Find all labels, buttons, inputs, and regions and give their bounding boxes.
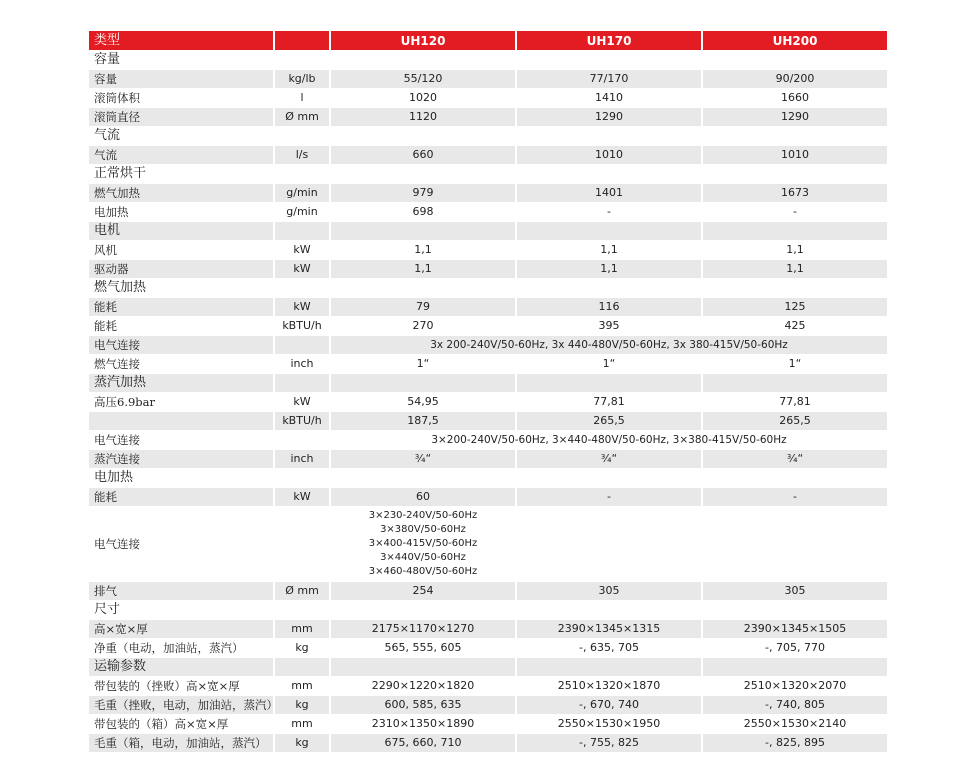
value-line: 3×440V/50-60Hz (380, 552, 466, 563)
row-label: 滚筒直径 (88, 108, 274, 127)
value-cell: 565, 555, 605 (330, 639, 516, 658)
section-label: 正常烘干 (88, 165, 274, 184)
unit-cell: inch (274, 355, 330, 374)
value-cell: 116 (516, 298, 702, 317)
row-label: 燃气连接 (88, 355, 274, 374)
value-cell: 187,5 (330, 412, 516, 431)
row-label: 容量 (88, 70, 274, 89)
value-cell: 254 (330, 582, 516, 601)
row-label: 带包装的（箱）高×宽×厚 (88, 715, 274, 734)
section-row (88, 374, 888, 393)
value-cell: 1“ (702, 355, 888, 374)
unit-cell: kW (274, 393, 330, 412)
value-cell: 77,81 (516, 393, 702, 412)
header-model-uh200: UH200 (702, 31, 888, 51)
spanning-value-cell: 3x 200-240V/50-60Hz, 3x 440-480V/50-60Hz, 3x 380-415V/50-60Hz (330, 336, 888, 355)
value-cell: 1660 (702, 89, 888, 108)
unit-cell: Ø mm (274, 582, 330, 601)
unit-cell: kg (274, 734, 330, 753)
row-label: 净重（电动，加油站，蒸汽） (88, 639, 274, 658)
section-label: 运输参数 (88, 658, 274, 677)
value-cell: 305 (516, 582, 702, 601)
table-row (88, 355, 888, 374)
value-cell: -, 740, 805 (702, 696, 888, 715)
unit-cell: kBTU/h (274, 317, 330, 336)
value-cell: 79 (330, 298, 516, 317)
table-row (88, 677, 888, 696)
value-cell (330, 601, 516, 620)
table-row (88, 507, 888, 582)
row-label (88, 412, 274, 431)
value-cell (330, 127, 516, 146)
table-header-row (88, 31, 888, 51)
unit-cell (274, 336, 330, 355)
value-cell: 660 (330, 146, 516, 165)
section-label: 燃气加热 (88, 279, 274, 298)
table-row (88, 184, 888, 203)
value-cell: 979 (330, 184, 516, 203)
value-cell: 1010 (702, 146, 888, 165)
value-cell: 1,1 (516, 241, 702, 260)
value-cell: 77/170 (516, 70, 702, 89)
section-label: 电机 (88, 222, 274, 241)
row-label: 电气连接 (88, 336, 274, 355)
unit-cell: kW (274, 241, 330, 260)
value-cell (516, 279, 702, 298)
unit-cell: l/s (274, 146, 330, 165)
section-row (88, 127, 888, 146)
value-cell: 1673 (702, 184, 888, 203)
table-row (88, 108, 888, 127)
row-label: 滚筒体积 (88, 89, 274, 108)
value-cell: 77,81 (702, 393, 888, 412)
value-cell: 265,5 (516, 412, 702, 431)
unit-cell (274, 469, 330, 488)
value-cell: 2390×1345×1505 (702, 620, 888, 639)
row-label: 风机 (88, 241, 274, 260)
unit-cell (274, 374, 330, 393)
value-cell: -, 825, 895 (702, 734, 888, 753)
value-line: 3×400-415V/50-60Hz (368, 538, 478, 549)
table-row (88, 317, 888, 336)
table-row (88, 260, 888, 279)
value-cell: 305 (702, 582, 888, 601)
row-label: 带包装的（挫败）高×宽×厚 (88, 677, 274, 696)
section-label: 电加热 (88, 469, 274, 488)
table-row (88, 734, 888, 753)
value-cell: 1410 (516, 89, 702, 108)
value-cell: ¾“ (516, 450, 702, 469)
table-row (88, 336, 888, 355)
header-model-uh170: UH170 (516, 31, 702, 51)
row-label: 驱动器 (88, 260, 274, 279)
value-cell: 395 (516, 317, 702, 336)
value-cell: - (702, 203, 888, 222)
multiline-value-cell (330, 507, 516, 582)
value-cell: 1401 (516, 184, 702, 203)
unit-cell (274, 127, 330, 146)
value-cell (330, 222, 516, 241)
value-cell (330, 165, 516, 184)
unit-cell: kW (274, 488, 330, 507)
row-label: 高×宽×厚 (88, 620, 274, 639)
unit-cell (274, 279, 330, 298)
section-label: 容量 (88, 51, 274, 70)
unit-cell: kW (274, 260, 330, 279)
value-cell (330, 469, 516, 488)
value-cell: 698 (330, 203, 516, 222)
row-label: 电气连接 (88, 431, 274, 450)
table-row (88, 715, 888, 734)
value-cell: ¾“ (702, 450, 888, 469)
table-row (88, 620, 888, 639)
value-cell (330, 374, 516, 393)
section-row (88, 279, 888, 298)
unit-cell (274, 431, 330, 450)
value-cell: -, 755, 825 (516, 734, 702, 753)
table-row (88, 412, 888, 431)
value-cell: - (702, 488, 888, 507)
value-cell: 90/200 (702, 70, 888, 89)
value-cell (516, 165, 702, 184)
value-cell: 2175×1170×1270 (330, 620, 516, 639)
value-cell (516, 374, 702, 393)
value-cell: 1290 (702, 108, 888, 127)
table-row (88, 89, 888, 108)
row-label: 能耗 (88, 488, 274, 507)
value-cell: 1290 (516, 108, 702, 127)
value-cell (516, 127, 702, 146)
value-cell: ¾“ (330, 450, 516, 469)
row-label: 燃气加热 (88, 184, 274, 203)
value-cell: 2510×1320×1870 (516, 677, 702, 696)
value-cell: 1“ (330, 355, 516, 374)
table-row (88, 450, 888, 469)
value-cell: 1020 (330, 89, 516, 108)
table-row (88, 241, 888, 260)
value-cell: 1120 (330, 108, 516, 127)
value-cell: 2310×1350×1890 (330, 715, 516, 734)
value-cell (330, 279, 516, 298)
row-label: 电加热 (88, 203, 274, 222)
row-label: 能耗 (88, 298, 274, 317)
unit-cell: g/min (274, 184, 330, 203)
table-row (88, 70, 888, 89)
unit-cell: l (274, 89, 330, 108)
value-cell (702, 507, 888, 582)
value-line: 3×460-480V/50-60Hz (368, 566, 478, 577)
value-cell: 2550×1530×1950 (516, 715, 702, 734)
value-cell (702, 601, 888, 620)
section-row (88, 222, 888, 241)
value-cell: 60 (330, 488, 516, 507)
value-cell: 125 (702, 298, 888, 317)
section-label: 蒸汽加热 (88, 374, 274, 393)
table-row (88, 431, 888, 450)
unit-cell (274, 658, 330, 677)
value-cell: 1,1 (516, 260, 702, 279)
row-label: 高压6.9bar (88, 393, 274, 412)
value-cell: -, 705, 770 (702, 639, 888, 658)
row-label: 毛重（挫败，电动，加油站，蒸汽） (88, 696, 274, 715)
value-cell: 1010 (516, 146, 702, 165)
table-row (88, 203, 888, 222)
section-label: 气流 (88, 127, 274, 146)
unit-cell: g/min (274, 203, 330, 222)
spanning-value-cell: 3×200-240V/50-60Hz, 3×440-480V/50-60Hz, 3×380-415V/50-60Hz (330, 431, 888, 450)
unit-cell (274, 222, 330, 241)
row-label: 气流 (88, 146, 274, 165)
row-label: 毛重（箱，电动，加油站，蒸汽） (88, 734, 274, 753)
unit-cell: mm (274, 620, 330, 639)
value-cell: 675, 660, 710 (330, 734, 516, 753)
value-cell: 2390×1345×1315 (516, 620, 702, 639)
value-cell (330, 658, 516, 677)
value-cell (330, 51, 516, 70)
row-label: 排气 (88, 582, 274, 601)
unit-cell: Ø mm (274, 108, 330, 127)
table-row (88, 298, 888, 317)
unit-cell (274, 165, 330, 184)
value-line: 3×380V/50-60Hz (380, 524, 466, 535)
unit-cell: kg (274, 639, 330, 658)
unit-cell (274, 51, 330, 70)
value-cell: 1,1 (330, 260, 516, 279)
value-cell: - (516, 488, 702, 507)
table-row (88, 582, 888, 601)
section-row (88, 51, 888, 70)
value-cell (516, 507, 702, 582)
value-cell: 55/120 (330, 70, 516, 89)
unit-cell: kg (274, 696, 330, 715)
table-row (88, 488, 888, 507)
value-cell (702, 222, 888, 241)
value-cell: 1,1 (702, 260, 888, 279)
header-model-uh120: UH120 (330, 31, 516, 51)
table-row (88, 639, 888, 658)
unit-cell (274, 507, 330, 582)
section-row (88, 658, 888, 677)
value-cell (702, 51, 888, 70)
section-label: 尺寸 (88, 601, 274, 620)
value-cell (702, 658, 888, 677)
unit-cell: inch (274, 450, 330, 469)
value-cell: 2290×1220×1820 (330, 677, 516, 696)
value-cell (516, 51, 702, 70)
value-cell (702, 127, 888, 146)
value-cell: 600, 585, 635 (330, 696, 516, 715)
unit-cell (274, 601, 330, 620)
value-cell (516, 222, 702, 241)
value-cell (516, 601, 702, 620)
header-type-label: 类型 (88, 31, 274, 51)
value-cell: 2550×1530×2140 (702, 715, 888, 734)
value-cell (702, 279, 888, 298)
value-line: 3×230-240V/50-60Hz (368, 510, 478, 521)
section-row (88, 469, 888, 488)
value-cell: -, 635, 705 (516, 639, 702, 658)
unit-cell: kW (274, 298, 330, 317)
section-row (88, 165, 888, 184)
table-row (88, 696, 888, 715)
spec-table (87, 31, 887, 753)
unit-cell: kg/lb (274, 70, 330, 89)
value-cell (516, 658, 702, 677)
value-cell (702, 469, 888, 488)
value-cell: 54,95 (330, 393, 516, 412)
unit-cell: mm (274, 677, 330, 696)
section-row (88, 601, 888, 620)
value-cell: - (516, 203, 702, 222)
value-cell: 265,5 (702, 412, 888, 431)
value-cell: 425 (702, 317, 888, 336)
row-label: 电气连接 (88, 507, 274, 582)
row-label: 能耗 (88, 317, 274, 336)
value-cell: 1“ (516, 355, 702, 374)
value-cell: -, 670, 740 (516, 696, 702, 715)
value-cell (516, 469, 702, 488)
value-cell: 1,1 (330, 241, 516, 260)
unit-cell: kBTU/h (274, 412, 330, 431)
value-cell (702, 165, 888, 184)
value-cell (702, 374, 888, 393)
value-cell: 1,1 (702, 241, 888, 260)
table-row (88, 393, 888, 412)
table-row (88, 146, 888, 165)
value-cell: 270 (330, 317, 516, 336)
row-label: 蒸汽连接 (88, 450, 274, 469)
unit-cell: mm (274, 715, 330, 734)
header-unit-cell (274, 31, 330, 51)
value-cell: 2510×1320×2070 (702, 677, 888, 696)
